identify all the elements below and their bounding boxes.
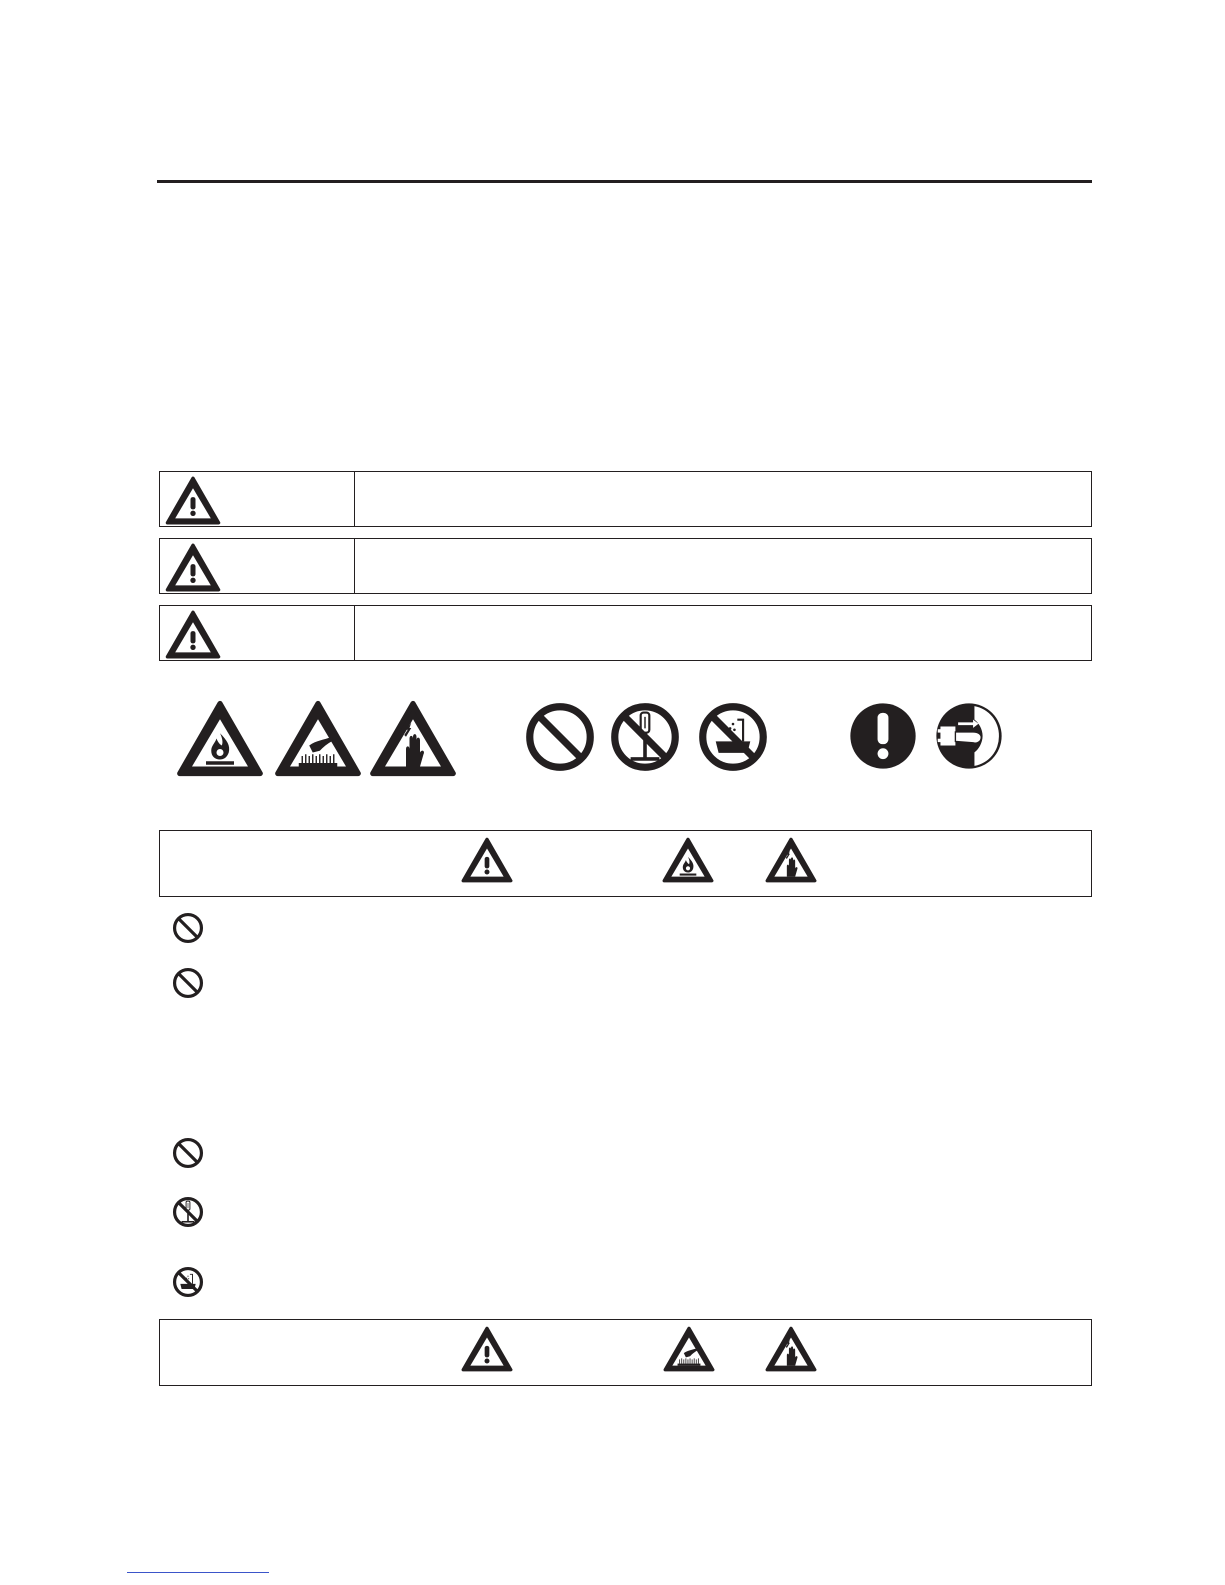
prohibition-icon bbox=[524, 701, 596, 773]
unplug-icon bbox=[935, 702, 1003, 770]
legend-description bbox=[365, 606, 1081, 660]
section-heading-1 bbox=[159, 830, 1092, 897]
title-rule bbox=[157, 180, 1092, 183]
symbol-key bbox=[0, 690, 1225, 790]
legend-description bbox=[365, 472, 1081, 526]
legend-level-cell bbox=[160, 606, 355, 660]
legend-row-3 bbox=[159, 605, 1092, 661]
electric-shock-icon bbox=[369, 700, 457, 777]
footer-link-underline bbox=[127, 1572, 269, 1573]
legend-row-2 bbox=[159, 538, 1092, 594]
prohibition-icon bbox=[172, 1137, 204, 1169]
section-heading-text bbox=[160, 1320, 1091, 1385]
no-bathroom-use-icon bbox=[172, 1266, 204, 1298]
no-bathroom-use-icon bbox=[697, 701, 769, 773]
legend-level-cell bbox=[160, 539, 355, 593]
warning-triangle-icon bbox=[165, 476, 221, 525]
section-heading-text bbox=[160, 831, 1091, 896]
no-disassembly-icon bbox=[609, 701, 681, 773]
prohibition-icon bbox=[172, 967, 204, 999]
mandatory-action-icon bbox=[849, 702, 917, 770]
hot-surface-icon bbox=[274, 700, 362, 777]
warning-triangle-icon bbox=[165, 543, 221, 592]
warning-triangle-icon bbox=[165, 610, 221, 659]
fire-hazard-icon bbox=[176, 700, 264, 777]
section-heading-2 bbox=[159, 1319, 1092, 1386]
prohibition-icon bbox=[172, 912, 204, 944]
legend-description bbox=[365, 539, 1081, 593]
no-disassembly-icon bbox=[172, 1196, 204, 1228]
legend-level-cell bbox=[160, 472, 355, 526]
legend-row-1 bbox=[159, 471, 1092, 527]
